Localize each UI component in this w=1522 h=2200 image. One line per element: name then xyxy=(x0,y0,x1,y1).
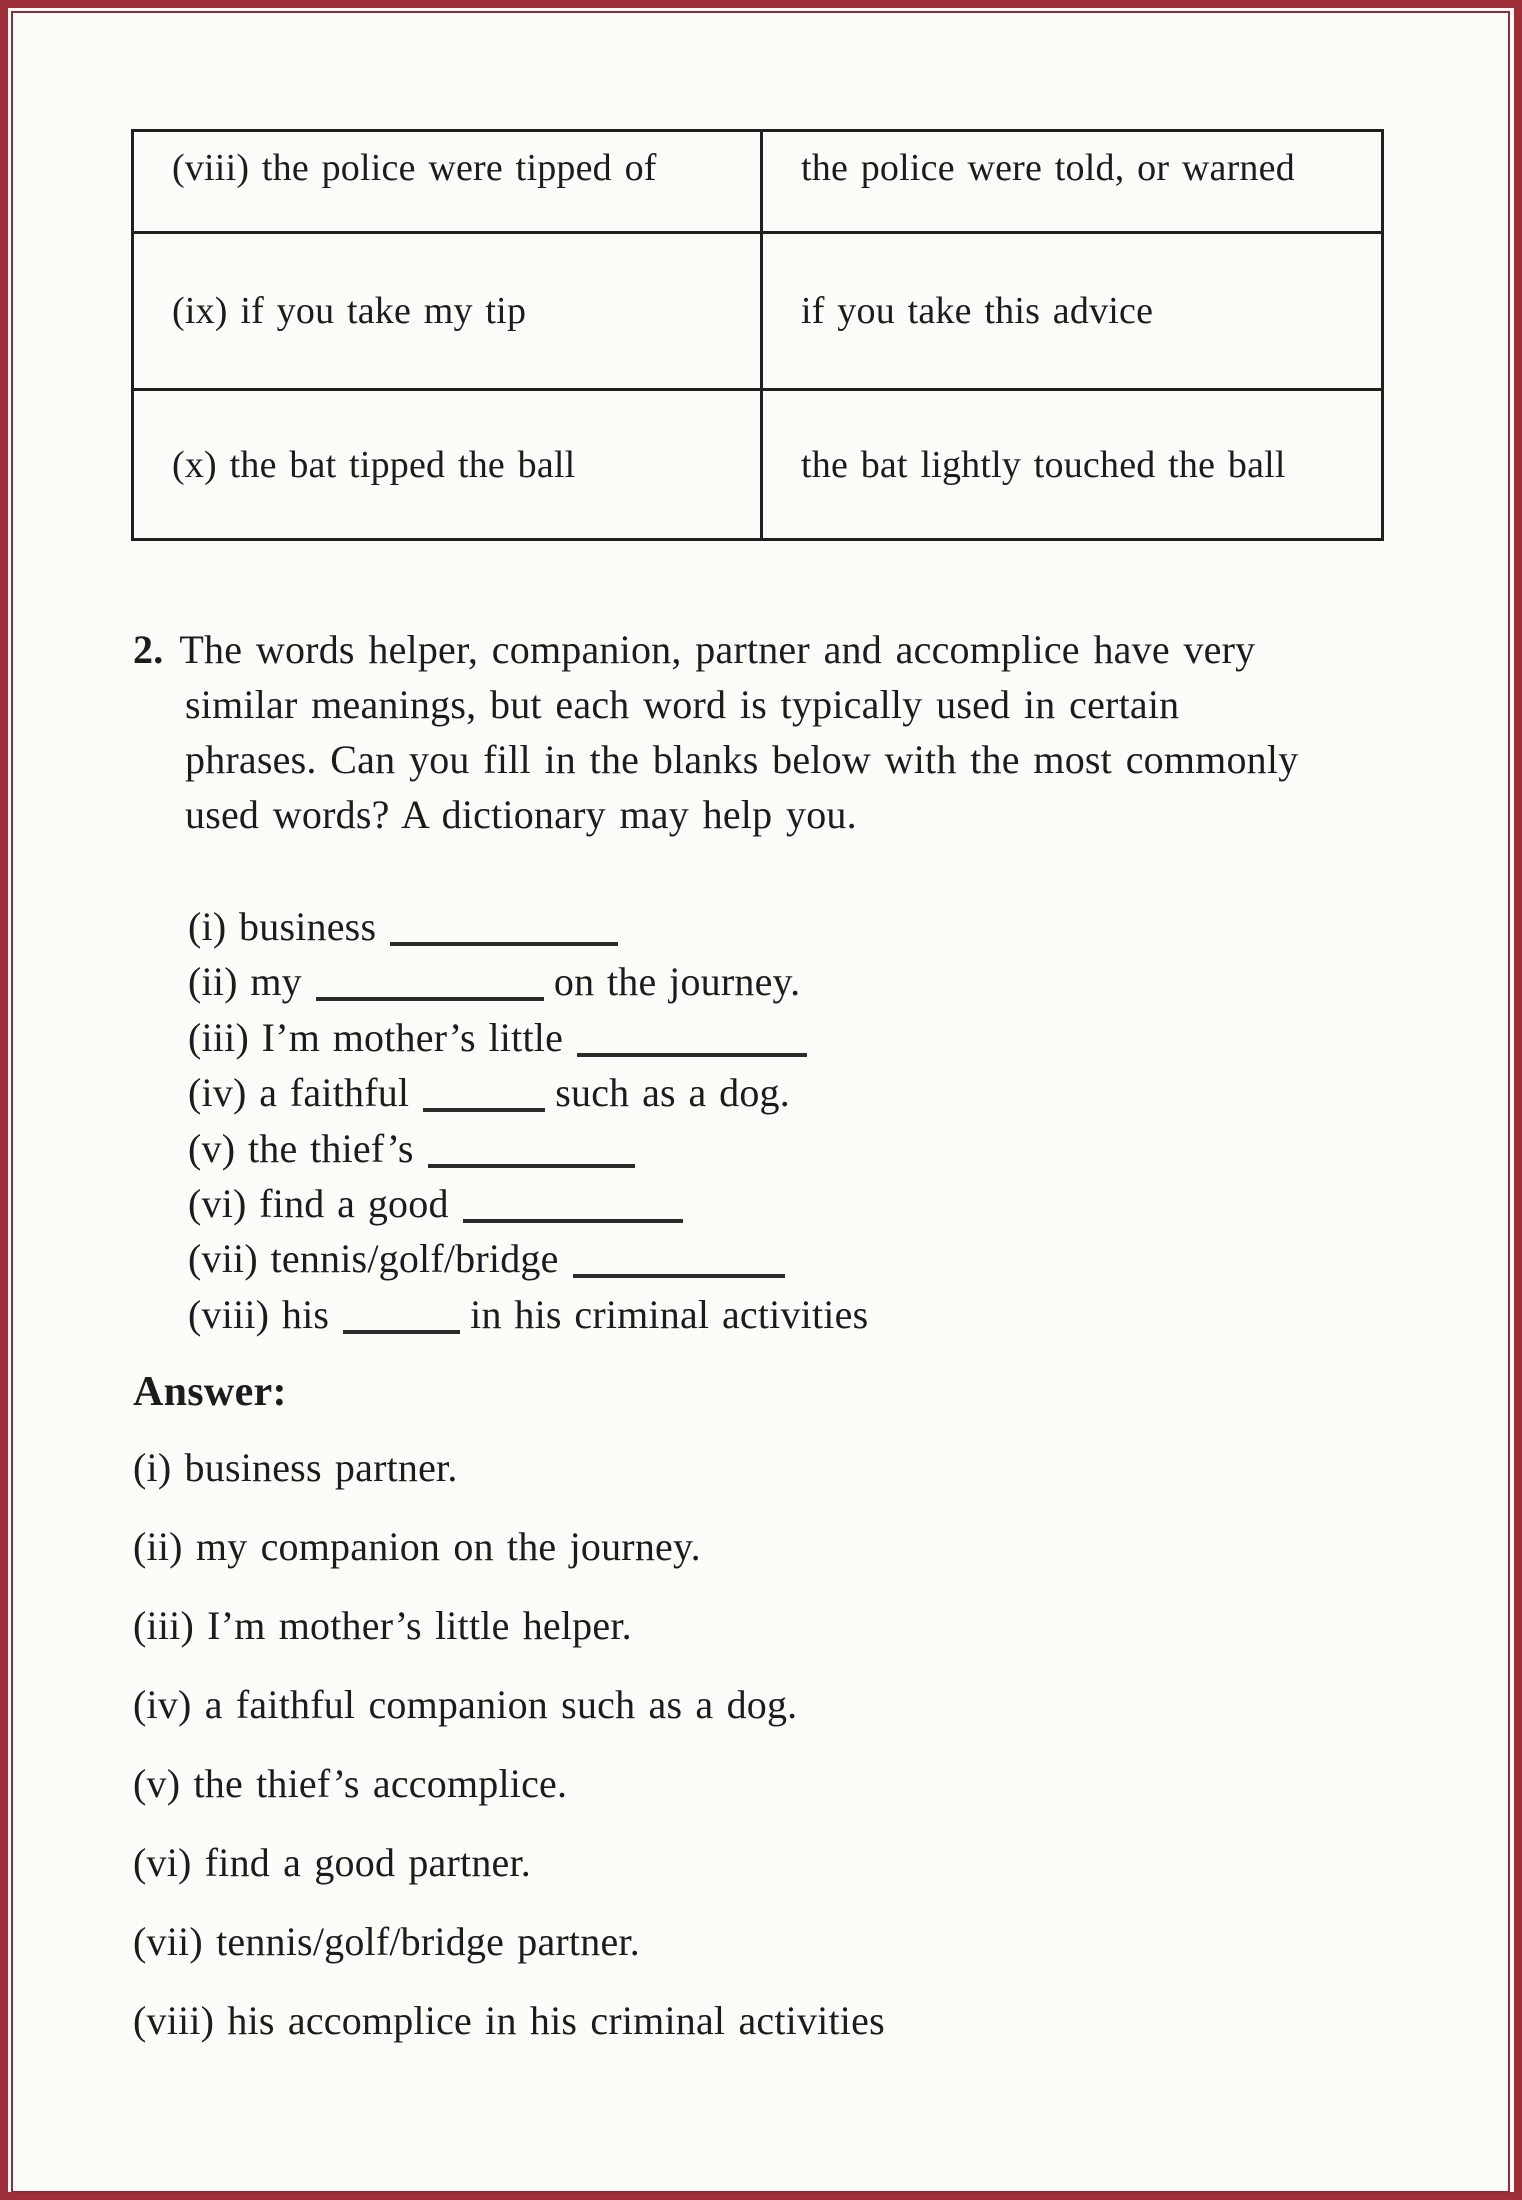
fill-item-text: (ii) my xyxy=(188,959,302,1005)
table-cell-meaning: the police were told, or warned xyxy=(762,131,1383,233)
fill-item xyxy=(188,1121,868,1176)
question-line: phrases. Can you fill in the blanks below with the most commonly xyxy=(185,737,1299,782)
fill-item xyxy=(188,954,868,1009)
table-row xyxy=(133,390,1383,540)
question-line: used words? A dictionary may help you. xyxy=(185,792,857,837)
answer-item: (iv) a faithful companion such as a dog. xyxy=(133,1682,798,1727)
fill-item-text: (iv) a faithful xyxy=(188,1070,410,1116)
blank-line xyxy=(463,1217,683,1223)
table-row xyxy=(133,131,1383,233)
answer-item: (viii) his accomplice in his criminal activities xyxy=(133,1998,885,2043)
fill-item-text: such as a dog. xyxy=(555,1070,790,1116)
answer-item: (vi) find a good partner. xyxy=(133,1840,531,1885)
fill-item xyxy=(188,1176,868,1231)
question-2 xyxy=(133,622,1393,842)
answer-item: (v) the thief’s accomplice. xyxy=(133,1761,568,1806)
table-cell-phrase: (x) the bat tipped the ball xyxy=(133,390,762,540)
question-line: similar meanings, but each word is typically used in certain xyxy=(185,682,1180,727)
fill-item-text: (viii) his xyxy=(188,1291,330,1337)
table-cell-phrase: (viii) the police were tipped of xyxy=(133,131,762,233)
fill-item-text: on the journey. xyxy=(553,959,801,1005)
table-cell-meaning: the bat lightly touched the ball xyxy=(762,390,1383,540)
question-line xyxy=(133,622,1393,677)
question-number: 2. xyxy=(133,627,164,672)
blank-line xyxy=(428,1162,635,1168)
table-cell-meaning: if you take this advice xyxy=(762,233,1383,390)
fill-item xyxy=(188,1010,868,1065)
fill-item-text: (vii) tennis/golf/bridge xyxy=(188,1236,559,1282)
blank-line xyxy=(316,995,544,1001)
fill-item-text: (vi) find a good xyxy=(188,1181,449,1227)
blank-line xyxy=(390,940,618,946)
answer-item: (vii) tennis/golf/bridge partner. xyxy=(133,1919,640,1964)
fill-in-blanks-list xyxy=(188,899,868,1342)
phrase-meaning-table xyxy=(131,129,1384,541)
blank-line xyxy=(423,1106,545,1112)
fill-item xyxy=(188,1231,868,1286)
answer-item: (ii) my companion on the journey. xyxy=(133,1524,701,1569)
blank-line xyxy=(573,1272,785,1278)
answers-list xyxy=(133,1440,885,2072)
fill-item xyxy=(188,899,868,954)
answer-item: (iii) I’m mother’s little helper. xyxy=(133,1603,632,1648)
fill-item-text: (v) the thief’s xyxy=(188,1125,414,1171)
fill-item xyxy=(188,1065,868,1120)
fill-item-text: (iii) I’m mother’s little xyxy=(188,1014,564,1060)
answer-heading: Answer: xyxy=(133,1369,287,1415)
table-cell-phrase: (ix) if you take my tip xyxy=(133,233,762,390)
fill-item xyxy=(188,1287,868,1342)
question-line-text: The words helper, companion, partner and accomplice have very xyxy=(179,627,1256,672)
fill-item-text: in his criminal activities xyxy=(470,1291,869,1337)
fill-item-text: (i) business xyxy=(188,904,377,949)
answer-item: (i) business partner. xyxy=(133,1445,458,1490)
table-row xyxy=(133,233,1383,390)
blank-line xyxy=(343,1328,460,1334)
blank-line xyxy=(577,1051,807,1057)
